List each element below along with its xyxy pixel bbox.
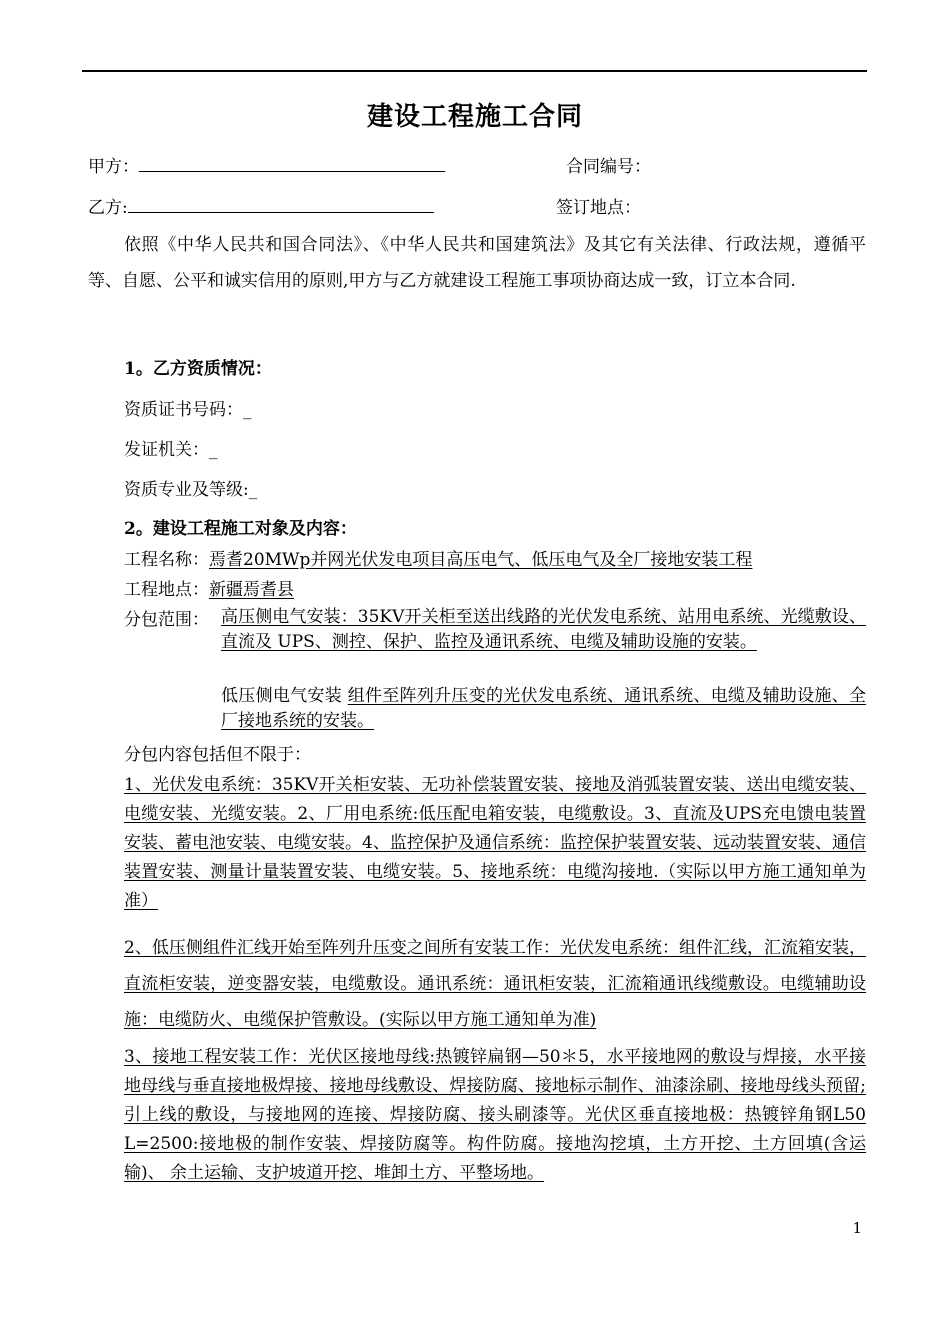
party-a-blank [139, 153, 445, 172]
content-item-2: 2、低压侧组件汇线开始至阵列升压变之间所有安装工作：光伏发电系统：组件汇线，汇流箱安装，直流柜安装，逆变器安装，电缆敷设。通讯系统：通讯柜安装，汇流箱通讯线缆敷设。电缆辅助设施：电缆防火、电缆保护管敷设。(实际以甲方施工通知单为准) [124, 938, 866, 1030]
contract-no-label: 合同编号： [566, 157, 651, 177]
party-a-label: 甲方： [88, 157, 139, 177]
content-item-1: 1、光伏发电系统：35KV开关柜安装、无功补偿装置安装、接地及消弧装置安装、送出电缆安装、电缆安装、光缆安装。2、厂用电系统:低压配电箱安装，电缆敷设。3、直流及UPS充电馈电装置安装、蓄电池安装、电缆安装。4、监控保护及通信系统：监控保护装置安装、远动装置安装、通信装置安装、测量计量装置安装、电缆安装。5、接地系统：电缆沟接地.（实际以甲方施工通知单为准） [124, 775, 866, 911]
content-item-3: 3、接地工程安装工作：光伏区接地母线:热镀锌扁钢—50＊5，水平接地网的敷设与焊接，水平接地母线与垂直接地极焊接、接地母线敷设、焊接防腐、接地标示制作、油漆涂刷、接地母线头预留;引上线的敷设，与接地网的连接、焊接防腐、接头刷漆等。光伏区垂直接地极：热镀锌角钢L50 L=2500:接地极的制作安装、焊接防腐等。构件防腐。接地沟挖填，土方开挖、土方回填(含运输)、 余土运输、支护坡道开挖、堆卸土方、平整场地。 [124, 1047, 866, 1183]
scope-lv-text: 组件至阵列升压变的光伏发电系统、通讯系统、电缆及辅助设施、全厂接地系统的安装。 [221, 686, 867, 731]
sign-place-label: 签订地点： [556, 198, 641, 218]
page-number: 1 [852, 1219, 862, 1237]
top-rule [82, 70, 867, 72]
content-intro: 分包内容包括但不限于： [124, 745, 311, 765]
cert-no-line: 资质证书号码：_ [124, 400, 252, 420]
project-site-value: 新疆焉耆县 [209, 580, 294, 600]
party-b-label: 乙方: [88, 198, 128, 218]
party-b-blank [128, 194, 434, 213]
document-title: 建设工程施工合同 [366, 102, 583, 132]
section2-heading: 2。建设工程施工对象及内容： [124, 519, 357, 539]
project-name-row [124, 545, 752, 570]
project-site-label: 工程地点： [124, 580, 209, 600]
intro-paragraph: 依照《中华人民共和国合同法》、《中华人民共和国建筑法》及其它有关法律、行政法规，遵循平等、自愿、公平和诚实信用的原则,甲方与乙方就建设工程施工事项协商达成一致，订立本合同. [88, 235, 866, 291]
grade-line: 资质专业及等级:_ [124, 480, 258, 500]
scope-hv-text: 高压侧电气安装：35KV开关柜至送出线路的光伏发电系统、站用电系统、光缆敷设、直流及 UPS、测控、保护、监控及通讯系统、电缆及辅助设施的安装。 [221, 607, 866, 652]
scope-lv-label: 低压侧电气安装 [221, 686, 348, 706]
scope-label: 分包范围： [124, 610, 209, 630]
project-site-row [124, 575, 294, 600]
scope-lv-block [221, 684, 866, 734]
party-b-field [88, 193, 434, 218]
issuer-line: 发证机关：_ [124, 440, 218, 460]
party-a-field [88, 152, 445, 177]
project-name-value: 焉耆20MWp并网光伏发电项目高压电气、低压电气及全厂接地安装工程 [209, 550, 753, 570]
section1-heading: 1。乙方资质情况： [124, 359, 272, 379]
project-name-label: 工程名称： [124, 550, 209, 570]
